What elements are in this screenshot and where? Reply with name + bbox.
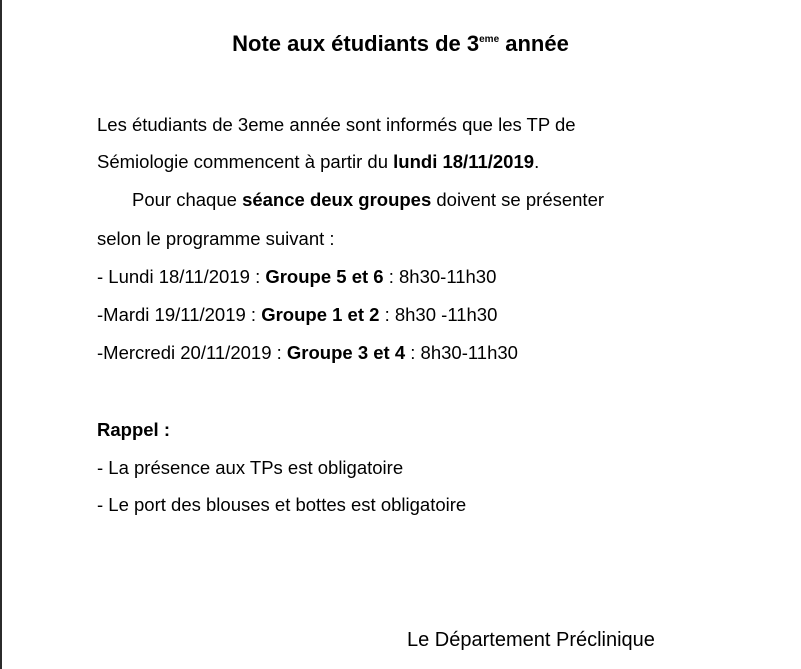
groups-intro-line-2: selon le programme suivant : xyxy=(97,228,335,249)
title-main: Note aux étudiants de 3 xyxy=(232,31,480,56)
groups-intro-line-1 xyxy=(132,189,604,211)
schedule-row xyxy=(97,304,497,326)
reminder-heading xyxy=(97,419,170,441)
document-title xyxy=(0,29,801,59)
schedule-day: - Lundi 18/11/2019 : xyxy=(97,266,266,287)
intro-line-2-suffix: . xyxy=(534,151,540,172)
intro-line-2-prefix: Sémiologie commencent à partir du xyxy=(97,151,394,172)
intro-line-1: Les étudiants de 3eme année sont informés que les TP de xyxy=(97,114,576,135)
intro-line-2 xyxy=(97,151,539,173)
intro-start-date: lundi 18/11/2019 xyxy=(393,151,535,172)
schedule-day: -Mercredi 20/11/2019 : xyxy=(97,342,287,363)
schedule-row xyxy=(97,266,496,288)
title-tail: année xyxy=(499,31,569,56)
schedule-time: : 8h30-11h30 xyxy=(383,266,497,287)
groups-intro-bold: séance deux groupes xyxy=(242,189,432,210)
reminder-item: - La présence aux TPs est obligatoire xyxy=(97,457,404,478)
reminder-item: - Le port des blouses et bottes est obligatoire xyxy=(97,494,467,515)
title-superscript: eme xyxy=(479,34,500,45)
schedule-row xyxy=(97,342,518,364)
groups-intro-suffix: doivent se présenter xyxy=(431,189,605,210)
groups-intro-prefix: Pour chaque xyxy=(132,189,243,210)
page-left-border xyxy=(0,0,2,669)
schedule-time: : 8h30 -11h30 xyxy=(379,304,498,325)
signature: Le Département Préclinique xyxy=(407,629,655,651)
schedule-group: Groupe 3 et 4 xyxy=(286,342,406,363)
schedule-group: Groupe 5 et 6 xyxy=(265,266,384,287)
schedule-day: -Mardi 19/11/2019 : xyxy=(97,304,262,325)
schedule-group: Groupe 1 et 2 xyxy=(261,304,380,325)
schedule-time: : 8h30-11h30 xyxy=(405,342,518,363)
reminder-heading-text: Rappel : xyxy=(97,419,170,440)
